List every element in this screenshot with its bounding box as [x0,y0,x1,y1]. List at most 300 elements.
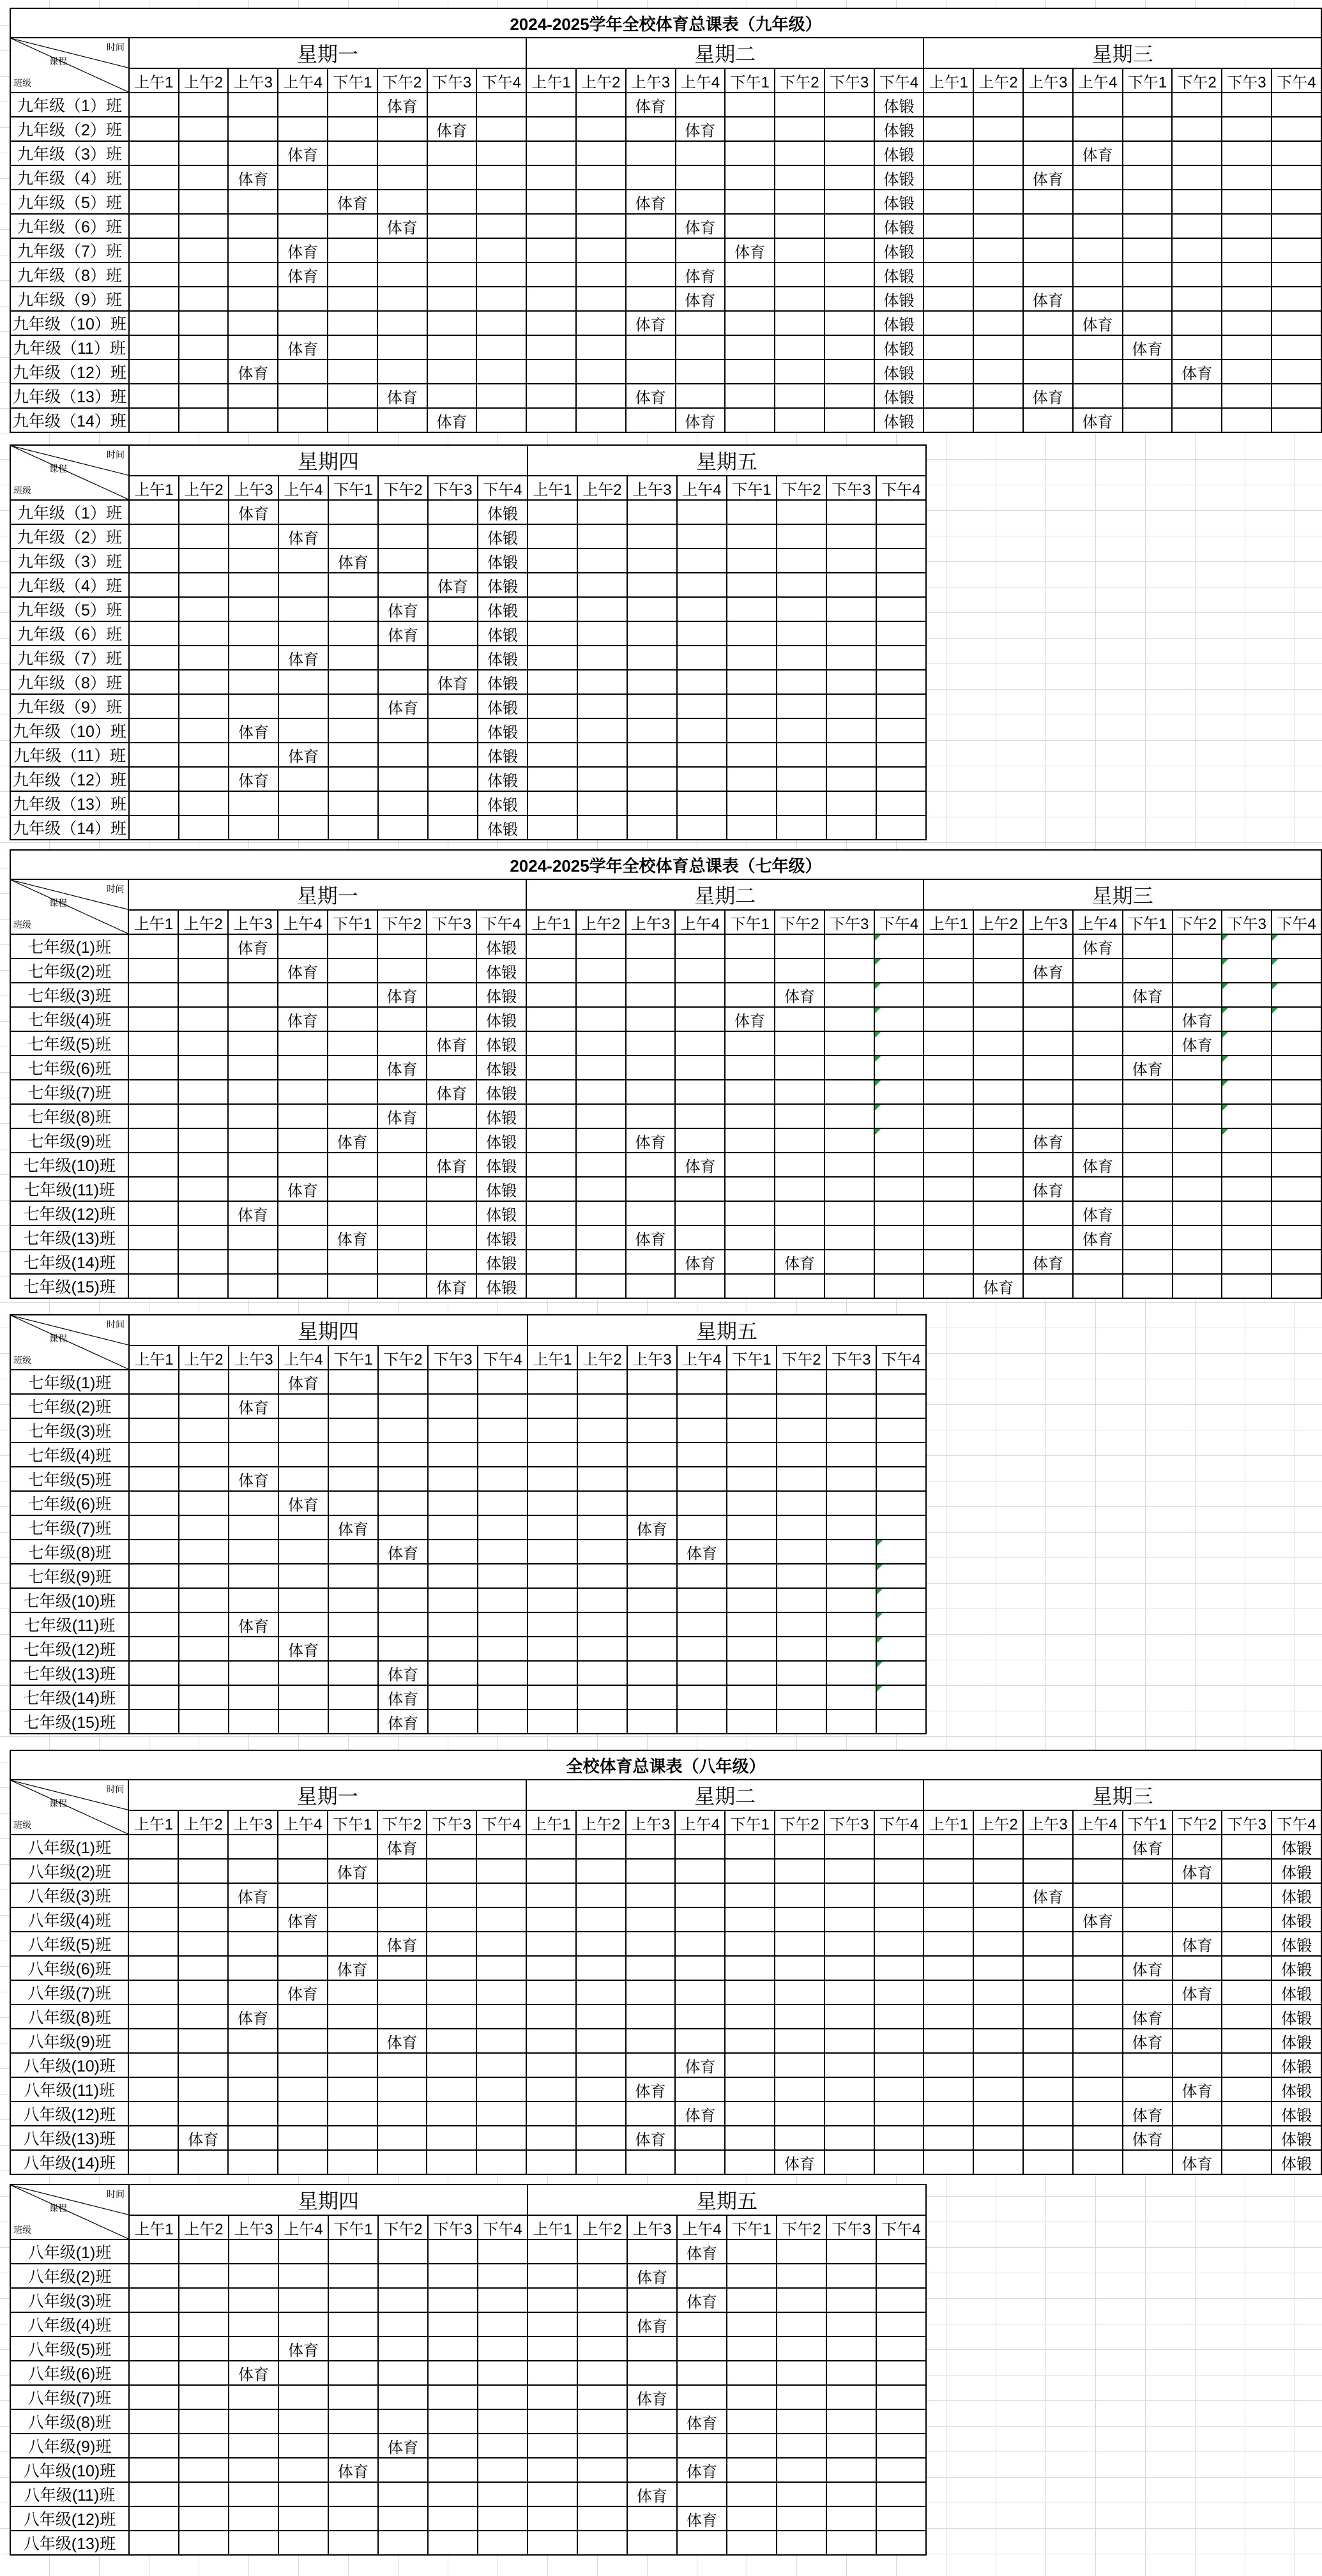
course-cell[interactable]: 体育 [428,670,478,694]
empty-cell[interactable] [528,791,577,815]
empty-cell[interactable] [677,1418,727,1443]
empty-cell[interactable] [577,1661,627,1685]
empty-cell[interactable] [1272,1080,1321,1104]
empty-cell[interactable] [179,573,229,597]
course-cell[interactable]: 体育 [675,2053,725,2077]
empty-cell[interactable] [923,1007,973,1031]
empty-cell[interactable] [427,1859,476,1883]
empty-cell[interactable] [876,1515,926,1540]
empty-cell[interactable] [129,2288,179,2312]
empty-cell[interactable] [923,1201,973,1225]
empty-cell[interactable] [179,1685,229,1709]
empty-cell[interactable] [427,1956,476,1980]
class-name-cell[interactable]: 七年级(15)班 [10,1274,128,1298]
empty-cell[interactable] [777,524,826,549]
course-cell[interactable]: 体育 [229,2361,278,2385]
empty-cell[interactable] [278,983,328,1007]
empty-cell[interactable] [725,1932,775,1956]
course-cell[interactable]: 体锻 [1272,1932,1321,1956]
empty-cell[interactable] [1272,1177,1321,1201]
empty-cell[interactable] [1023,214,1073,238]
empty-cell[interactable] [229,791,278,815]
period-header[interactable]: 上午4 [677,1345,727,1370]
empty-cell[interactable] [824,190,874,214]
empty-cell[interactable] [973,165,1023,190]
empty-cell[interactable] [328,2004,377,2029]
empty-cell[interactable] [377,1859,427,1883]
empty-cell[interactable] [627,743,677,767]
empty-cell[interactable] [1173,1056,1222,1080]
empty-cell[interactable] [278,2102,328,2126]
empty-cell[interactable] [526,1883,576,1907]
empty-cell[interactable] [378,670,428,694]
period-header[interactable]: 上午1 [129,1345,179,1370]
course-cell[interactable]: 体锻 [476,1177,526,1201]
empty-cell[interactable] [128,983,178,1007]
empty-cell[interactable] [178,1080,228,1104]
empty-cell[interactable] [1123,1225,1173,1250]
empty-cell[interactable] [1123,2053,1173,2077]
empty-cell[interactable] [528,1443,577,1467]
empty-cell[interactable] [676,384,726,408]
empty-cell[interactable] [378,743,428,767]
empty-cell[interactable] [526,190,576,214]
empty-cell[interactable] [824,1859,874,1883]
empty-cell[interactable] [427,2102,476,2126]
period-header[interactable]: 下午4 [876,476,926,500]
empty-cell[interactable] [577,1491,627,1515]
empty-cell[interactable] [577,2482,627,2506]
course-cell[interactable]: 体育 [677,2506,727,2531]
empty-cell[interactable] [577,1515,627,1540]
empty-cell[interactable] [129,2337,179,2361]
period-header[interactable]: 下午3 [427,1810,476,1835]
class-name-cell[interactable]: 八年级(3)班 [10,2288,129,2312]
empty-cell[interactable] [727,2337,777,2361]
empty-cell[interactable] [576,141,626,165]
period-header[interactable]: 下午3 [824,1810,874,1835]
empty-cell[interactable] [627,1418,677,1443]
empty-cell[interactable] [675,1859,725,1883]
empty-cell[interactable] [973,934,1023,958]
class-name-cell[interactable]: 九年级（10）班 [10,311,129,335]
empty-cell[interactable] [526,2077,576,2102]
empty-cell[interactable] [876,1418,926,1443]
empty-cell[interactable] [476,190,526,214]
empty-cell[interactable] [775,117,824,141]
empty-cell[interactable] [129,1612,179,1637]
empty-cell[interactable] [973,93,1023,117]
empty-cell[interactable] [478,1491,528,1515]
empty-cell[interactable] [725,262,775,287]
empty-cell[interactable] [428,743,478,767]
empty-cell[interactable] [677,1564,727,1588]
empty-cell[interactable] [626,2053,676,2077]
empty-cell[interactable] [973,1883,1023,1907]
empty-cell[interactable] [1172,93,1222,117]
empty-cell[interactable] [229,2385,278,2409]
empty-cell[interactable] [528,694,577,718]
empty-cell[interactable] [478,2264,528,2288]
empty-cell[interactable] [876,573,926,597]
empty-cell[interactable] [328,573,378,597]
course-cell[interactable]: 体育 [675,1250,725,1274]
period-header[interactable]: 上午4 [278,476,328,500]
empty-cell[interactable] [1073,214,1123,238]
empty-cell[interactable] [923,1080,973,1104]
empty-cell[interactable] [428,1443,478,1467]
class-name-cell[interactable]: 七年级(3)班 [10,1418,129,1443]
empty-cell[interactable] [576,1201,626,1225]
empty-cell[interactable] [328,1104,377,1128]
empty-cell[interactable] [675,1007,725,1031]
empty-cell[interactable] [775,2077,824,2102]
empty-cell[interactable] [824,1883,874,1907]
empty-cell[interactable] [328,2102,377,2126]
empty-cell[interactable] [1173,1177,1222,1201]
empty-cell[interactable] [824,1177,874,1201]
empty-cell[interactable] [278,500,328,524]
empty-cell[interactable] [627,1491,677,1515]
empty-cell[interactable] [777,670,826,694]
empty-cell[interactable] [1222,958,1272,983]
empty-cell[interactable] [178,1153,228,1177]
empty-cell[interactable] [725,983,775,1007]
empty-cell[interactable] [627,1443,677,1467]
empty-cell[interactable] [428,1370,478,1394]
empty-cell[interactable] [179,815,229,840]
empty-cell[interactable] [328,1177,377,1201]
empty-cell[interactable] [378,791,428,815]
empty-cell[interactable] [428,646,478,670]
empty-cell[interactable] [128,1177,178,1201]
empty-cell[interactable] [179,2264,229,2288]
empty-cell[interactable] [378,718,428,743]
empty-cell[interactable] [826,524,876,549]
empty-cell[interactable] [973,408,1023,432]
empty-cell[interactable] [577,1394,627,1418]
period-header[interactable]: 上午3 [626,1810,676,1835]
class-name-cell[interactable]: 八年级(6)班 [10,2361,129,2385]
empty-cell[interactable] [677,646,727,670]
empty-cell[interactable] [179,360,229,384]
empty-cell[interactable] [328,2077,377,2102]
empty-cell[interactable] [626,1859,676,1883]
empty-cell[interactable] [923,934,973,958]
empty-cell[interactable] [229,549,278,573]
empty-cell[interactable] [923,983,973,1007]
course-cell[interactable]: 体育 [775,1250,824,1274]
empty-cell[interactable] [677,1612,727,1637]
course-cell[interactable]: 体育 [626,311,676,335]
empty-cell[interactable] [526,1128,576,1153]
empty-cell[interactable] [923,214,973,238]
course-cell[interactable]: 体锻 [478,670,528,694]
empty-cell[interactable] [377,1274,427,1298]
course-cell[interactable]: 体锻 [874,165,924,190]
empty-cell[interactable] [129,165,179,190]
empty-cell[interactable] [377,262,427,287]
empty-cell[interactable] [229,524,278,549]
empty-cell[interactable] [576,1956,626,1980]
period-header[interactable]: 下午2 [777,2215,826,2239]
empty-cell[interactable] [328,1883,377,1907]
empty-cell[interactable] [727,2239,777,2264]
empty-cell[interactable] [1222,287,1272,311]
course-cell[interactable]: 体锻 [476,1056,526,1080]
course-cell[interactable]: 体锻 [874,141,924,165]
empty-cell[interactable] [427,934,476,958]
empty-cell[interactable] [826,500,876,524]
empty-cell[interactable] [826,597,876,621]
empty-cell[interactable] [923,1104,973,1128]
empty-cell[interactable] [923,2126,973,2150]
period-header[interactable]: 上午2 [179,68,229,93]
empty-cell[interactable] [626,141,676,165]
empty-cell[interactable] [328,767,378,791]
course-cell[interactable]: 体锻 [476,983,526,1007]
course-cell[interactable]: 体育 [1123,2126,1173,2150]
empty-cell[interactable] [1023,2053,1073,2077]
class-name-cell[interactable]: 九年级（11）班 [10,743,129,767]
empty-cell[interactable] [129,549,179,573]
class-name-cell[interactable]: 九年级（7）班 [10,238,129,262]
empty-cell[interactable] [826,1370,876,1394]
empty-cell[interactable] [973,117,1023,141]
empty-cell[interactable] [328,2506,378,2531]
empty-cell[interactable] [526,958,576,983]
empty-cell[interactable] [427,983,476,1007]
period-header[interactable]: 下午3 [1222,68,1272,93]
class-name-cell[interactable]: 九年级（3）班 [10,141,129,165]
empty-cell[interactable] [179,384,229,408]
empty-cell[interactable] [427,287,477,311]
empty-cell[interactable] [1023,2150,1073,2174]
empty-cell[interactable] [328,2053,377,2077]
empty-cell[interactable] [627,815,677,840]
empty-cell[interactable] [876,2288,926,2312]
empty-cell[interactable] [129,1661,179,1685]
day-header[interactable]: 星期三 [923,38,1321,68]
empty-cell[interactable] [328,93,377,117]
period-header[interactable]: 下午2 [378,2215,428,2239]
empty-cell[interactable] [777,2434,826,2458]
period-header[interactable]: 上午4 [675,1810,725,1835]
empty-cell[interactable] [577,791,627,815]
course-cell[interactable]: 体锻 [874,93,924,117]
empty-cell[interactable] [278,1883,328,1907]
empty-cell[interactable] [576,1980,626,2004]
class-name-cell[interactable]: 八年级(1)班 [10,1835,128,1859]
empty-cell[interactable] [1272,311,1321,335]
empty-cell[interactable] [1023,117,1073,141]
empty-cell[interactable] [775,262,824,287]
empty-cell[interactable] [725,2150,775,2174]
empty-cell[interactable] [1173,1153,1222,1177]
day-header[interactable]: 星期四 [129,1315,528,1345]
empty-cell[interactable] [328,287,377,311]
empty-cell[interactable] [328,2409,378,2434]
empty-cell[interactable] [378,646,428,670]
empty-cell[interactable] [428,549,478,573]
empty-cell[interactable] [328,718,378,743]
empty-cell[interactable] [229,1540,278,1564]
empty-cell[interactable] [427,190,477,214]
empty-cell[interactable] [1123,117,1173,141]
empty-cell[interactable] [528,1394,577,1418]
period-header[interactable]: 下午3 [427,68,477,93]
period-header[interactable]: 上午1 [528,2215,577,2239]
empty-cell[interactable] [777,549,826,573]
empty-cell[interactable] [1073,165,1123,190]
empty-cell[interactable] [973,1104,1023,1128]
empty-cell[interactable] [677,621,727,646]
class-name-cell[interactable]: 八年级(14)班 [10,2150,128,2174]
course-cell[interactable]: 体育 [377,983,427,1007]
empty-cell[interactable] [777,1685,826,1709]
empty-cell[interactable] [378,2506,428,2531]
empty-cell[interactable] [824,2029,874,2053]
empty-cell[interactable] [328,500,378,524]
empty-cell[interactable] [725,2029,775,2053]
empty-cell[interactable] [478,1443,528,1467]
course-cell[interactable]: 体锻 [476,934,526,958]
empty-cell[interactable] [1173,1274,1222,1298]
empty-cell[interactable] [1123,1274,1173,1298]
empty-cell[interactable] [1123,384,1173,408]
course-cell[interactable]: 体锻 [1272,2126,1321,2150]
empty-cell[interactable] [874,2150,924,2174]
empty-cell[interactable] [427,311,477,335]
class-name-cell[interactable]: 九年级（12）班 [10,360,129,384]
empty-cell[interactable] [278,621,328,646]
course-cell[interactable]: 体育 [676,262,726,287]
period-header[interactable]: 上午2 [576,68,626,93]
empty-cell[interactable] [627,1588,677,1612]
empty-cell[interactable] [677,2434,727,2458]
empty-cell[interactable] [1073,2077,1123,2102]
empty-cell[interactable] [777,1709,826,1734]
empty-cell[interactable] [923,1177,973,1201]
empty-cell[interactable] [179,1491,229,1515]
empty-cell[interactable] [1272,214,1321,238]
empty-cell[interactable] [725,93,775,117]
course-cell[interactable]: 体育 [1073,1153,1123,1177]
empty-cell[interactable] [777,1394,826,1418]
empty-cell[interactable] [478,1515,528,1540]
empty-cell[interactable] [179,2361,229,2385]
empty-cell[interactable] [1123,1859,1173,1883]
empty-cell[interactable] [1023,2126,1073,2150]
empty-cell[interactable] [128,1128,178,1153]
empty-cell[interactable] [128,1201,178,1225]
empty-cell[interactable] [377,287,427,311]
empty-cell[interactable] [1023,1835,1073,1859]
empty-cell[interactable] [478,2434,528,2458]
course-cell[interactable]: 体锻 [874,384,924,408]
empty-cell[interactable] [476,165,526,190]
class-name-cell[interactable]: 九年级（13）班 [10,791,129,815]
course-cell[interactable]: 体育 [377,1835,427,1859]
empty-cell[interactable] [278,718,328,743]
empty-cell[interactable] [777,1443,826,1467]
empty-cell[interactable] [278,1080,328,1104]
empty-cell[interactable] [775,958,824,983]
empty-cell[interactable] [478,1418,528,1443]
class-name-cell[interactable]: 九年级（7）班 [10,646,129,670]
empty-cell[interactable] [129,815,179,840]
empty-cell[interactable] [129,311,179,335]
empty-cell[interactable] [526,360,576,384]
empty-cell[interactable] [179,1709,229,1734]
course-cell[interactable]: 体育 [328,190,377,214]
empty-cell[interactable] [328,141,377,165]
empty-cell[interactable] [278,1128,328,1153]
empty-cell[interactable] [328,621,378,646]
period-header[interactable]: 上午1 [923,910,973,934]
course-cell[interactable]: 体育 [1073,1201,1123,1225]
empty-cell[interactable] [1123,934,1173,958]
class-name-cell[interactable]: 八年级(7)班 [10,2385,129,2409]
empty-cell[interactable] [278,408,328,432]
period-header[interactable]: 下午1 [727,476,777,500]
empty-cell[interactable] [178,1007,228,1031]
empty-cell[interactable] [228,983,278,1007]
empty-cell[interactable] [727,1709,777,1734]
day-header[interactable]: 星期三 [923,879,1321,910]
empty-cell[interactable] [377,2053,427,2077]
empty-cell[interactable] [1073,384,1123,408]
empty-cell[interactable] [1172,165,1222,190]
empty-cell[interactable] [528,2288,577,2312]
period-header[interactable]: 上午2 [178,1810,228,1835]
empty-cell[interactable] [476,1883,526,1907]
empty-cell[interactable] [278,767,328,791]
empty-cell[interactable] [179,621,229,646]
class-name-cell[interactable]: 七年级(5)班 [10,1467,129,1491]
empty-cell[interactable] [229,573,278,597]
course-cell[interactable]: 体育 [1123,983,1173,1007]
empty-cell[interactable] [228,2053,278,2077]
empty-cell[interactable] [526,141,576,165]
empty-cell[interactable] [725,2053,775,2077]
course-cell[interactable]: 体育 [626,1128,676,1153]
empty-cell[interactable] [228,1177,278,1201]
empty-cell[interactable] [876,1685,926,1709]
empty-cell[interactable] [428,1661,478,1685]
empty-cell[interactable] [328,1394,378,1418]
empty-cell[interactable] [278,1467,328,1491]
empty-cell[interactable] [427,1177,476,1201]
empty-cell[interactable] [576,190,626,214]
class-name-cell[interactable]: 八年级(9)班 [10,2434,129,2458]
empty-cell[interactable] [826,549,876,573]
empty-cell[interactable] [228,1007,278,1031]
empty-cell[interactable] [278,214,328,238]
empty-cell[interactable] [874,1007,924,1031]
empty-cell[interactable] [923,1859,973,1883]
empty-cell[interactable] [577,2506,627,2531]
empty-cell[interactable] [775,311,824,335]
empty-cell[interactable] [476,311,526,335]
empty-cell[interactable] [278,1685,328,1709]
empty-cell[interactable] [1272,165,1321,190]
class-name-cell[interactable]: 七年级(14)班 [10,1250,128,1274]
empty-cell[interactable] [973,2150,1023,2174]
period-header[interactable]: 上午1 [526,910,576,934]
empty-cell[interactable] [228,335,278,360]
period-header[interactable]: 上午4 [1073,68,1123,93]
